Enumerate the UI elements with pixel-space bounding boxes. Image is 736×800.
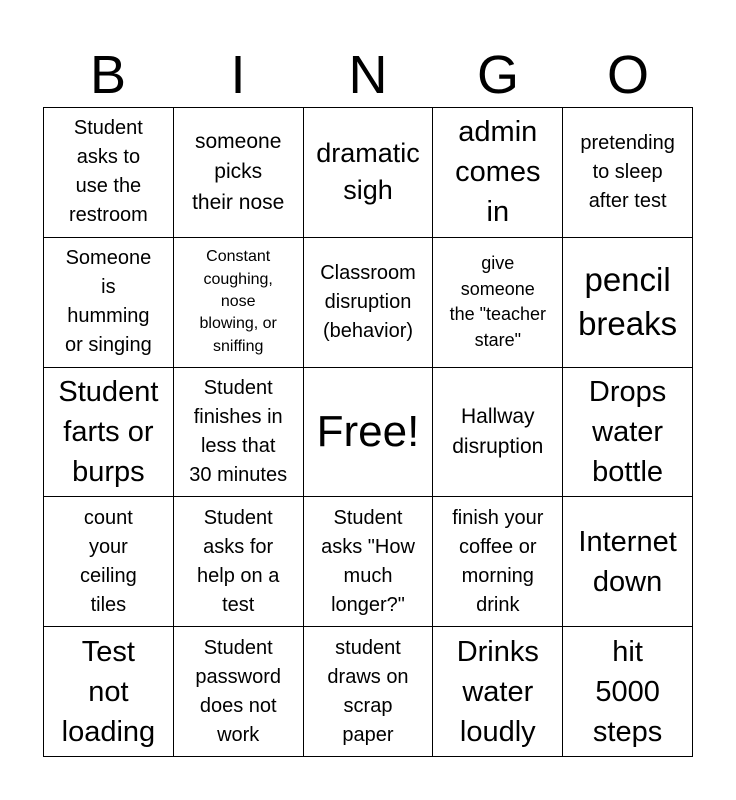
bingo-cell[interactable] xyxy=(433,627,563,757)
bingo-cell[interactable] xyxy=(563,108,693,238)
bingo-cell-text: Student asks to use the restroom xyxy=(68,117,148,227)
bingo-cell-text: hit 5000 steps xyxy=(592,635,663,748)
bingo-cell-text: Someone is humming or singing xyxy=(65,247,152,357)
bingo-cell-text: Student asks for help on a test xyxy=(197,506,280,616)
bingo-cell[interactable] xyxy=(563,368,693,498)
bingo-cell[interactable] xyxy=(44,108,174,238)
bingo-cell-text: finish your coffee or morning drink xyxy=(452,506,544,616)
bingo-cell-text: Test not loading xyxy=(61,635,156,748)
free-space-text: Free! xyxy=(316,406,420,456)
bingo-cell-text: Classroom disruption (behavior) xyxy=(320,261,416,342)
bingo-cell[interactable] xyxy=(433,368,563,498)
bingo-cell-text: Drinks water loudly xyxy=(456,635,539,748)
bingo-cell-text: Constant coughing, nose blowing, or sniffing xyxy=(199,248,277,355)
bingo-cell-text: Student asks "How much longer?" xyxy=(321,506,415,616)
bingo-cell-text: student draws on scrap paper xyxy=(327,636,409,746)
bingo-cell[interactable] xyxy=(174,108,304,238)
header-letter-g: G xyxy=(476,45,519,105)
bingo-cell-text: Internet down xyxy=(578,525,677,598)
bingo-cell-text: Hallway disruption xyxy=(452,404,544,458)
bingo-header xyxy=(43,44,693,106)
free-space-cell[interactable] xyxy=(304,368,434,498)
header-letter-n: N xyxy=(348,45,388,105)
bingo-cell[interactable] xyxy=(44,497,174,627)
bingo-board xyxy=(43,107,693,757)
bingo-cell[interactable] xyxy=(563,238,693,368)
bingo-cell-text: Student finishes in less that 30 minutes xyxy=(189,376,288,486)
bingo-cell[interactable] xyxy=(563,627,693,757)
bingo-cell[interactable] xyxy=(433,108,563,238)
bingo-cell[interactable] xyxy=(174,368,304,498)
bingo-cell-text: dramatic sigh xyxy=(316,137,420,206)
bingo-cell[interactable] xyxy=(304,108,434,238)
bingo-cell[interactable] xyxy=(304,497,434,627)
bingo-cell[interactable] xyxy=(433,238,563,368)
bingo-cell-text: give someone the "teacher stare" xyxy=(449,253,547,350)
bingo-cell-text: Drops water bottle xyxy=(588,375,667,488)
bingo-cell[interactable] xyxy=(433,497,563,627)
header-letter-i: I xyxy=(230,45,246,105)
bingo-cell-text: count your ceiling tiles xyxy=(80,506,137,616)
bingo-cell[interactable] xyxy=(174,238,304,368)
bingo-cell[interactable] xyxy=(174,497,304,627)
bingo-cell[interactable] xyxy=(174,627,304,757)
bingo-cell[interactable] xyxy=(44,238,174,368)
header-letter-o: O xyxy=(606,45,649,105)
bingo-cell-text: pretending to sleep after test xyxy=(580,131,675,212)
bingo-cell[interactable] xyxy=(563,497,693,627)
bingo-cell[interactable] xyxy=(44,627,174,757)
bingo-cell[interactable] xyxy=(304,627,434,757)
bingo-cell-text: Student farts or burps xyxy=(58,375,159,488)
header-letter-b: B xyxy=(89,45,127,105)
bingo-cell[interactable] xyxy=(44,368,174,498)
bingo-cell-text: admin comes in xyxy=(455,116,541,229)
bingo-cell-text: pencil breaks xyxy=(578,260,678,343)
bingo-cell[interactable] xyxy=(304,238,434,368)
bingo-cell-text: someone picks their nose xyxy=(192,129,285,214)
bingo-cell-text: Student password does not work xyxy=(195,636,281,746)
